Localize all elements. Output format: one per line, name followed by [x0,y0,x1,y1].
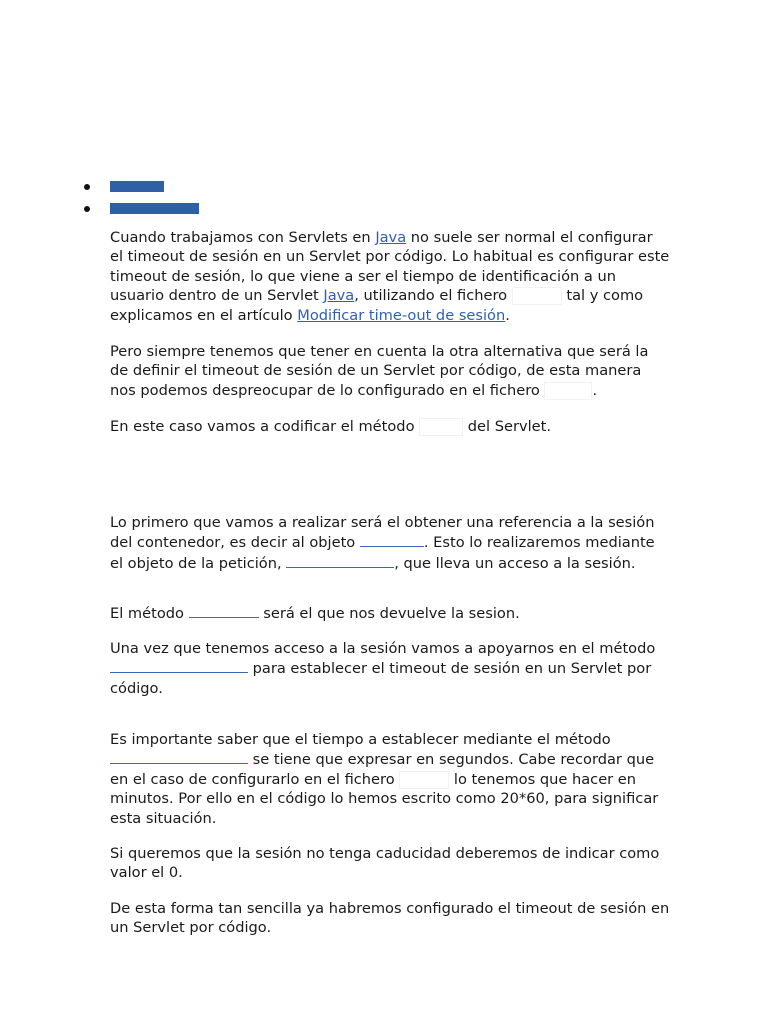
redacted-code-link[interactable] [286,553,394,568]
text-run: . [505,306,510,324]
link-modificar-timeout[interactable]: Modificar time-out de sesión [297,306,506,324]
redacted-code-filename [544,382,592,400]
text-run: En este caso vamos a codificar el método [110,418,420,435]
text-run: De esta forma tan sencilla ya habremos configurado el timeout de sesión en un Servlet por código. [110,900,670,937]
bullet-dot-icon [84,184,90,190]
paragraph-reference [110,513,670,573]
text-run: El método [110,605,189,622]
text-run: Una vez que tenemos acceso a la sesión vamos a apoyarnos en el método [110,640,656,657]
redacted-code-link[interactable] [189,603,259,618]
paragraph-no-expiry [110,844,670,883]
link-java[interactable]: Java [375,229,407,246]
redacted-code-filename [512,287,562,305]
paragraph-getsession [110,603,670,623]
paragraph-conclusion [110,899,670,938]
link-java-2[interactable]: Java [323,287,355,305]
redacted-link-bar[interactable] [110,203,199,214]
redacted-code-method [419,418,463,436]
bullet-dot-icon [84,206,90,212]
text-run: tal y como explicamos en el artículo [110,287,644,324]
text-run: , utilizando el fichero [354,287,512,305]
redacted-code-link[interactable] [110,749,248,764]
redacted-code-link[interactable] [110,658,248,673]
text-run: lo tenemos que hacer en minutos. Por ello en el código lo hemos escrito como 20*60, para significar esta situación. [110,770,659,827]
text-run: no suele ser normal el configurar el timeout de sesión en un Servlet por código. Lo habitual es configurar este timeout de sesión, lo que viene a ser el tiempo de identificación a un usuario dentro de un Servlet [110,229,670,305]
paragraph-seconds [110,730,670,828]
text-run: Pero siempre tenemos que tener en cuenta la otra alternativa que será la de definir el timeout de sesión de un Servlet por código, de esta manera nos podemos despreocupar de lo configurado en el fichero [110,343,649,399]
text-run: será el que nos devuelve la sesion. [258,605,520,622]
text-run: Cuando trabajamos con Servlets en [110,229,376,246]
redacted-code-link[interactable] [360,532,424,547]
text-run: . Esto lo realizaremos mediante el objeto de la petición, [110,534,655,572]
redacted-link-bar[interactable] [110,181,164,192]
text-run: , que lleva un acceso a la sesión. [394,554,636,572]
paragraph-setmaxinactive [110,639,670,698]
text-run: se tiene que expresar en segundos. Cabe recordar que en el caso de configurarlo en el fichero [110,751,655,788]
paragraph-intro [110,228,670,325]
paragraph-method [110,417,670,436]
text-run: para establecer el timeout de sesión en un Servlet por código. [110,660,652,697]
text-run: . [592,381,598,399]
paragraph-alternative [110,342,670,400]
redacted-code-filename [399,771,449,789]
text-run: del Servlet. [463,418,551,435]
text-run: Lo primero que vamos a realizar será el obtener una referencia a la sesión del contenedor, es decir al objeto [110,514,655,552]
text-run: Si queremos que la sesión no tenga caducidad deberemos de indicar como valor el 0. [110,845,660,882]
text-run: Es importante saber que el tiempo a establecer mediante el método [110,731,611,748]
